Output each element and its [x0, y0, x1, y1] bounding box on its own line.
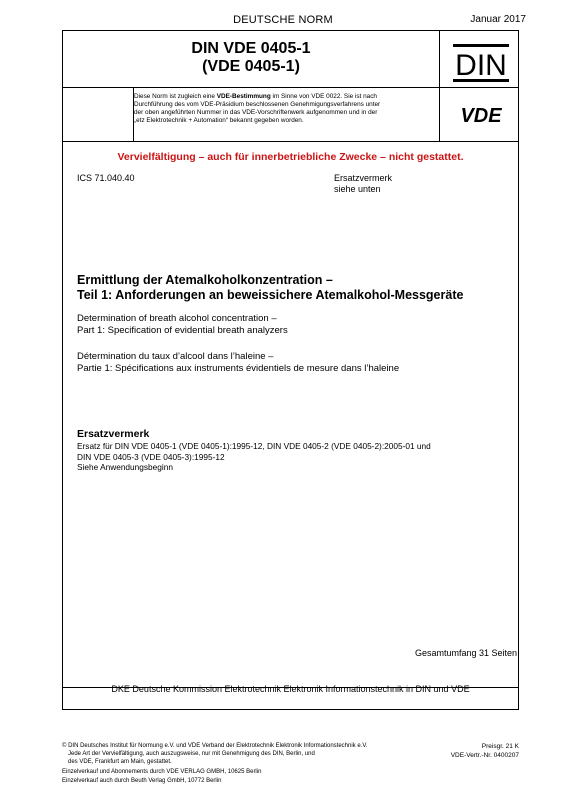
vde-logo: [446, 106, 516, 124]
issue-date: Januar 2017: [470, 14, 526, 25]
document-number: DIN VDE 0405-1: [191, 40, 311, 57]
french-title: Détermination du taux d’alcool dans l’haleine – Partie 1: Spécifications aux instruments évidentiels de mesure dans l’haleine: [77, 351, 400, 374]
copyright-line-1: © DIN Deutsches Institut für Normung e.V. und VDE Verband der Elektrotechnik Elektronik Informationstechnik e.V.: [62, 743, 368, 749]
divider-notice: [63, 141, 518, 142]
norm-label: DEUTSCHE NORM: [233, 14, 333, 26]
vde-order-number: VDE-Vertr.-Nr. 0400207: [450, 752, 519, 759]
price-group: Preisgr. 21 K: [481, 743, 519, 750]
divider-title: [63, 87, 518, 88]
vde-number: (VDE 0405-1): [202, 58, 300, 75]
ersatzvermerk-body: Ersatz für DIN VDE 0405-1 (VDE 0405-1):1995-12, DIN VDE 0405-2 (VDE 0405-2):2005-01 und DIN VDE 0405-3 (VDE 0405-3):1995-12 Siehe Anwendungsbeginn: [77, 441, 431, 472]
svg-text:VDE: VDE: [460, 106, 502, 124]
ersatzvermerk-ref-label: Ersatzvermerk: [334, 173, 393, 183]
dke-line: DKE Deutsche Kommission Elektrotechnik Elektronik Informationstechnik in DIN und VDE: [111, 684, 470, 694]
vde-notice: Diese Norm ist zugleich eine VDE-Bestimmung im Sinne von VDE 0022. Sie ist nach Durchführung des vom VDE-Präsidium beschlossenen Genehmigungsverfahrens unter der oben angeführten Nummer in das VDE-Vorschriftenwerk aufgenommen und in der „etz Elektrotechnik + Automation“ bekannt gegeben worden.: [134, 93, 381, 124]
sales-line-1: Einzelverkauf und Abonnements durch VDE VERLAG GMBH, 10625 Berlin: [62, 769, 262, 775]
german-title: Ermittlung der Atemalkoholkonzentration – Teil 1: Anforderungen an beweissichere Atemalkohol-Messgeräte: [77, 273, 464, 302]
copy-warning: Vervielfältigung – auch für innerbetriebliche Zwecke – nicht gestattet.: [117, 151, 464, 163]
sales-line-2: Einzelverkauf auch durch Beuth Verlag GmbH, 10772 Berlin: [62, 778, 222, 784]
copyright-line-2: Jede Art der Vervielfältigung, auch auszugsweise, nur mit Genehmigung des DIN, Berlin, und: [68, 751, 315, 757]
ersatzvermerk-heading: Ersatzvermerk: [77, 428, 150, 440]
total-pages: Gesamtumfang 31 Seiten: [414, 648, 517, 658]
ics-code: ICS 71.040.40: [77, 173, 135, 183]
divider-logo-column: [439, 31, 440, 141]
ersatzvermerk-ref-note: siehe unten: [334, 184, 381, 194]
din-logo: [448, 42, 514, 84]
copyright-line-3: des VDE, Frankfurt am Main, gestattet.: [68, 759, 172, 765]
english-title: Determination of breath alcohol concentration – Part 1: Specification of evidential breath analyzers: [77, 313, 288, 336]
svg-text:DIN: DIN: [455, 49, 507, 82]
